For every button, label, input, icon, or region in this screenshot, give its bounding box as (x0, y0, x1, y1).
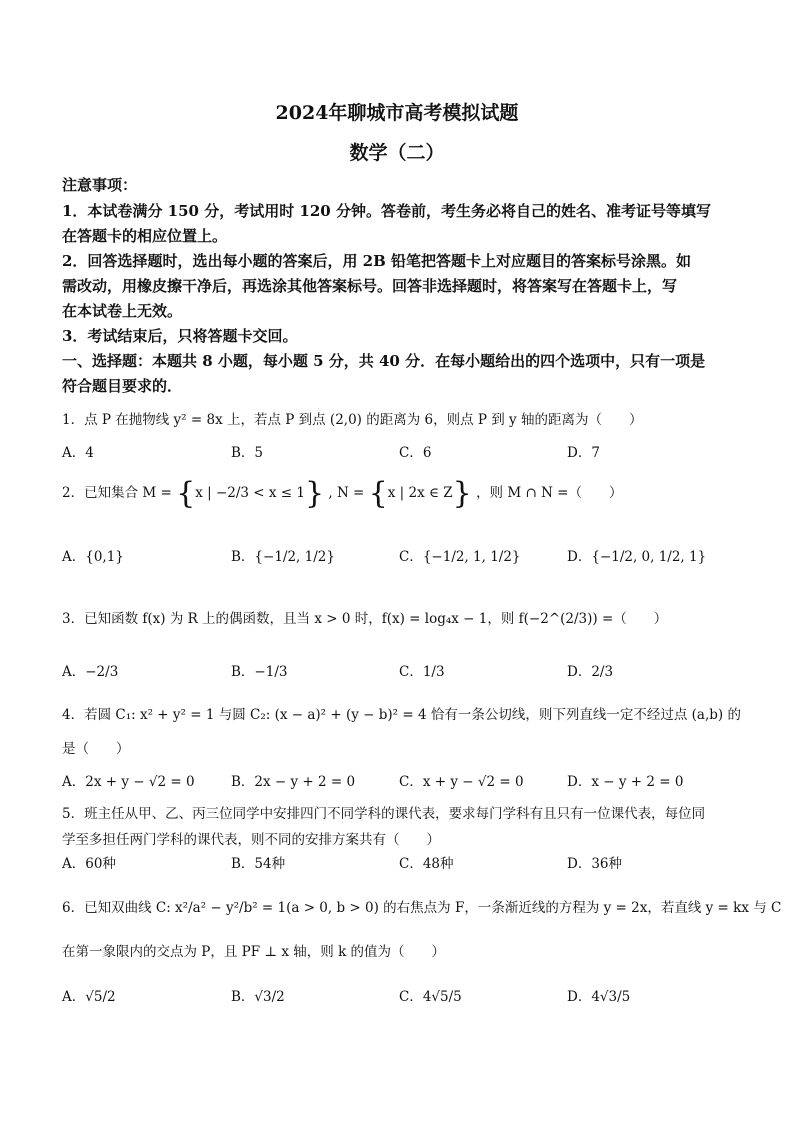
q2-option-c: C．{−1/2, 1, 1/2} (399, 549, 521, 565)
notice-2c: 在本试卷上无效。 (62, 302, 183, 320)
q6-stem-1: 6．已知双曲线 C: x²/a² − y²/b² = 1(a > 0, b > 0) 的右焦点为 F，一条渐近线的方程为 y = 2x，若直线 y = kx 与 C (62, 900, 782, 916)
notice-1b: 在答题卡的相应位置上。 (62, 227, 228, 245)
q5-option-c: C．48种 (399, 856, 454, 872)
exam-subtitle: 数学（二） (349, 142, 445, 164)
q2-stem-part1: 2．已知集合 M = (62, 485, 172, 501)
q3-option-a: A．−2/3 (62, 664, 119, 680)
notice-2a: 2．回答选择题时，选出每小题的答案后，用 2B 铅笔把答题卡上对应题目的答案标号涂黑。如 (62, 252, 692, 270)
q5-stem-2: 学至多担任两门学科的课代表，则不同的安排方案共有（ ） (62, 832, 440, 848)
q2-stem-part3: ，则 M ∩ N =（ ） (476, 485, 623, 501)
exam-title: 2024年聊城市高考模拟试题 (275, 102, 519, 124)
q5-stem-1: 5．班主任从甲、乙、丙三位同学中安排四门不同学科的课代表，要求每门学科有且只有一位课代表，每位同 (62, 806, 706, 822)
q6-option-b: B．√3/2 (231, 989, 285, 1005)
q6-stem-2: 在第一象限内的交点为 P，且 PF ⊥ x 轴，则 k 的值为（ ） (62, 944, 446, 960)
q1-stem: 1．点 P 在抛物线 y² = 8x 上，若点 P 到点 (2,0) 的距离为 6，则点 P 到 y 轴的距离为（ ） (62, 412, 643, 428)
brace-open-icon: { (368, 476, 388, 511)
q6-option-a: A．√5/2 (62, 989, 116, 1005)
brace-close-icon: } (304, 476, 325, 511)
q2-set-n: x | 2x ∈ Z (387, 485, 453, 501)
q2-option-d: D．{−1/2, 0, 1/2, 1} (567, 549, 707, 565)
q3-option-b: B．−1/3 (231, 664, 288, 680)
q3-option-d: D．2/3 (567, 664, 614, 680)
brace-open-icon: { (176, 476, 196, 511)
q6-option-c: C．4√5/5 (399, 989, 462, 1005)
q2-option-a: A．{0,1} (62, 549, 124, 565)
section1-heading-a: 一、选择题：本题共 8 小题，每小题 5 分，共 40 分．在每小题给出的四个选项中，只有一项是 (62, 352, 706, 370)
brace-close-icon: } (452, 476, 472, 511)
q1-option-a: A．4 (62, 445, 94, 461)
notice-2b: 需改动，用橡皮擦干净后，再选涂其他答案标号。回答非选择题时，将答案写在答题卡上，写 (62, 277, 678, 295)
q4-option-d: D．x − y + 2 = 0 (567, 774, 684, 790)
q5-option-a: A．60种 (62, 856, 116, 872)
q2-stem (62, 476, 623, 511)
q2-stem-part2: , N = (328, 485, 365, 501)
notice-1a: 1．本试卷满分 150 分，考试用时 120 分钟。答卷前，考生务必将自己的姓名、准考证号等填写 (62, 202, 711, 220)
q1-option-b: B．5 (231, 445, 264, 461)
q4-stem-1: 4．若圆 C₁: x² + y² = 1 与圆 C₂: (x − a)² + (y − b)² = 4 恰有一条公切线，则下列直线一定不经过点 (a,b) 的 (62, 707, 741, 723)
q1-option-c: C．6 (399, 445, 432, 461)
q4-option-a: A．2x + y − √2 = 0 (62, 774, 195, 790)
notice-heading: 注意事项： (62, 176, 138, 194)
q2-option-b: B．{−1/2, 1/2} (231, 549, 335, 565)
q6-option-d: D．4√3/5 (567, 989, 631, 1005)
notice-3: 3．考试结束后，只将答题卡交回。 (62, 327, 298, 345)
q5-option-b: B．54种 (231, 856, 286, 872)
q2-set-m: x | −2/3 < x ≤ 1 (195, 485, 305, 501)
q4-option-b: B．2x − y + 2 = 0 (231, 774, 356, 790)
q3-stem: 3．已知函数 f(x) 为 R 上的偶函数，且当 x > 0 时，f(x) = log₄x − 1，则 f(−2^(2/3)) =（ ） (62, 611, 668, 627)
q5-option-d: D．36种 (567, 856, 623, 872)
q4-option-c: C．x + y − √2 = 0 (399, 774, 524, 790)
q1-option-d: D．7 (567, 445, 600, 461)
section1-heading-b: 符合题目要求的． (62, 377, 183, 395)
q4-stem-2: 是（ ） (62, 741, 130, 757)
q3-option-c: C．1/3 (399, 664, 445, 680)
